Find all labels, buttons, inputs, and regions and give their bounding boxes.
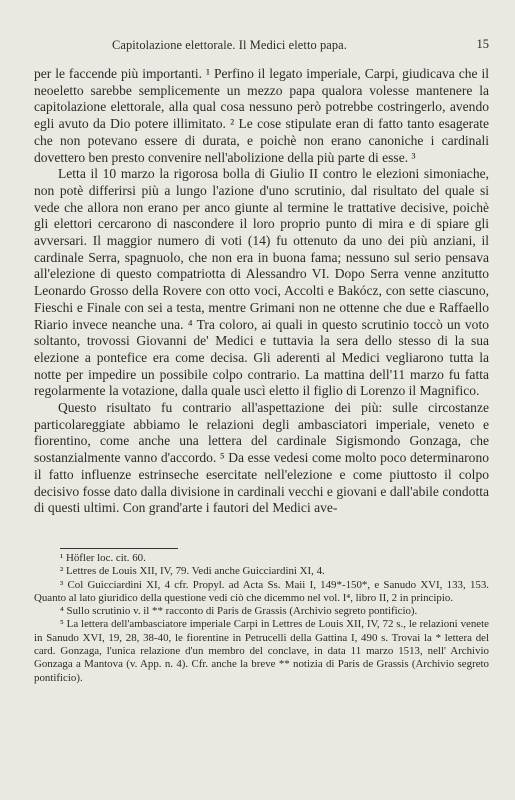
paragraph: Questo risultato fu contrario all'aspettazione dei più: sulle circostanze particolareggiate abbiamo le relazioni degli ambasciatori imperiale, veneto e fiorentino, come anche una lettera del cardinale Sigismondo Gonzaga, che sostanzialmente vanno d'accordo. ⁵ Da esse vedesi come molto poco determinarono il fatto influenze estrinseche esercitate nell'elezione e come piuttosto il colpo decisivo fosse dato dalla divisione in cardinali vecchi e giovani e dall'abile condotta di questi ultimi. Con grand'arte i fautori del Medici ave- — [34, 400, 489, 516]
footnote: ³ Col Guicciardini XI, 4 cfr. Propyl. ad Acta Ss. Maii I, 149*-150*, e Sanudo XVI, 133, 153. Quanto al lato giuridico della questione vedi ciò che dicemmo nel vol. I⁴, libro II, 2 in principio. — [34, 578, 489, 604]
paragraph: Letta il 10 marzo la rigorosa bolla di Giulio II contro le elezioni simoniache, non potè differirsi più a lungo l'azione d'uno scrutinio, dal risultato del quale si vede che allora non erano per anco giunte al termine le trattative decisive, poichè gli elettori cercarono di nascondere il loro proprio punto di mira e di spiare gli avversari. Il maggior numero di voti (14) fu ottenuto da uno dei più anziani, il cardinale Serra, spagnuolo, che non era in buona fama; nessuno sul serio pensava all'elezione di questo compatriotta di Alessandro VI. Dopo Serra venne anzitutto Leonardo Grosso della Rovere con otto voci, Accolti e Bakócz, con sette ciascuno, Fieschi e Finale con sei a testa, mentre Grimani non ne ottenne che due e Raffaello Riario invece neanche una. ⁴ Tra coloro, ai quali in questo scrutinio toccò un voto soltanto, trovossi Giovanni de' Medici e tuttavia la sera dello stesso di la sua elezione a pontefice era come decisa. Gli aderenti al Medici vegliarono tutta la notte per impedire un possibile colpo contrario. La mattina dell'11 marzo fu fatta regolarmente la votazione, dalla quale uscì eletto il figlio di Lorenzo il Magnifico. — [34, 166, 489, 399]
footnote: ¹ Höfler loc. cit. 60. — [60, 552, 146, 564]
footnote: ² Lettres de Louis XII, IV, 79. Vedi anche Guicciardini XI, 4. — [60, 565, 325, 578]
running-header — [34, 38, 489, 54]
footnotes — [34, 552, 489, 685]
page-number: 15 — [476, 37, 489, 51]
main-text — [34, 66, 489, 517]
footnote-rule — [60, 548, 178, 549]
running-title: Capitolazione elettorale. Il Medici eletto papa. — [112, 38, 347, 52]
paragraph: per le faccende più importanti. ¹ Perfino il legato imperiale, Carpi, giudicava che il neoeletto sarebbe semplicemente un mezzo papa qualora volesse mantenere la capitolazione elettorale, alla qual cosa nessuno però potrebbe costringerlo, avendo egli avuto da Dio potere illimitato. ² Le cose stipulate eran di fatto tanto esagerate che non potevano essere di durata, e poichè non erano canoniche i cardinali dovettero ben presto convenire nell'abolizione della più parte di esse. ³ — [34, 66, 489, 165]
footnote: ⁴ Sullo scrutinio v. il ** racconto di Paris de Grassis (Archivio segreto pontificio). — [60, 605, 418, 618]
footnote: ⁵ La lettera dell'ambasciatore imperiale Carpi in Lettres de Louis XII, IV, 72 s., le relazioni venete in Sanudo XVI, 19, 28, 38-40, le fiorentine in Petrucelli della Gattina I, 490 s. Trovai la * lettera del card. Gonzaga, l'unica relazione d'un membro del conclave, in data 11 marzo 1513, nell' Archivio Gonzaga a Mantova (v. App. n. 4). Cfr. anche la breve ** notizia di Paris de Grassis (Archivio segreto pontificio). — [34, 618, 489, 684]
